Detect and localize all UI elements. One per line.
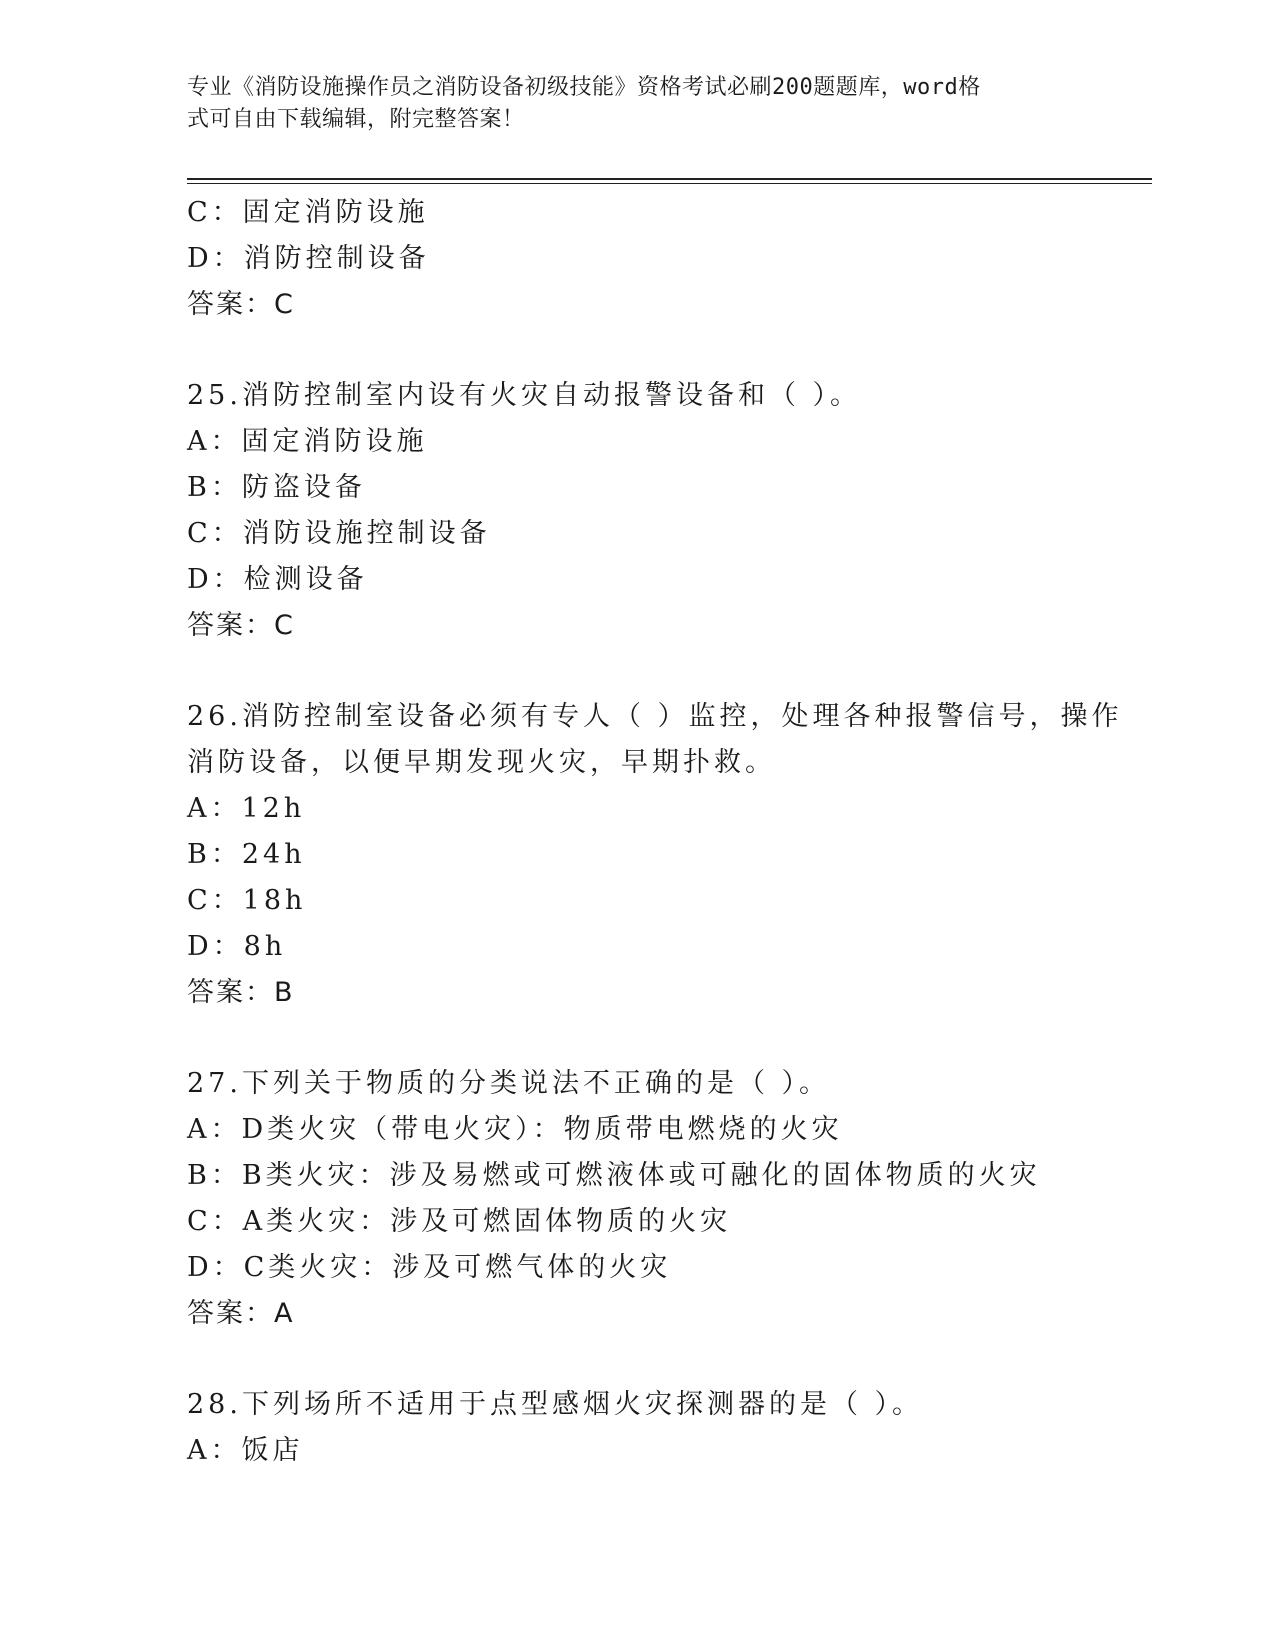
header-line-2: 式可自由下载编辑，附完整答案！ <box>187 107 525 132</box>
question-stem-continued: 消防设备，以便早期发现火灾，早期扑救。 <box>187 747 776 778</box>
answer: 答案：C <box>187 610 295 641</box>
option-d: D：8h <box>187 931 287 962</box>
header-rule-thick <box>187 178 1152 180</box>
question-25 <box>187 373 1087 649</box>
header-rule-thin <box>187 183 1152 184</box>
option-a: A：饭店 <box>187 1435 304 1466</box>
question-stem: 25.消防控制室内设有火灾自动报警设备和（ ）。 <box>187 380 862 411</box>
answer: 答案：C <box>187 289 295 320</box>
question-list <box>187 190 1123 1474</box>
question-27 <box>187 1061 1087 1337</box>
header-line-1: 专业《消防设施操作员之消防设备初级技能》资格考试必刷200题题库，word格 <box>187 75 981 100</box>
option-b: B：B类火灾：涉及易燃或可燃液体或可融化的固体物质的火灾 <box>187 1160 1041 1191</box>
option-c: C：18h <box>187 885 307 916</box>
option-a: A：固定消防设施 <box>187 426 428 457</box>
option-c: C：消防设施控制设备 <box>187 518 491 549</box>
document-header <box>187 72 1067 136</box>
question-stem: 27.下列关于物质的分类说法不正确的是（ ）。 <box>187 1068 831 1099</box>
option-c: C：固定消防设施 <box>187 197 429 228</box>
question-stem: 28.下列场所不适用于点型感烟火灾探测器的是（ ）。 <box>187 1389 924 1420</box>
option-c: C：A类火灾：涉及可燃固体物质的火灾 <box>187 1206 732 1237</box>
question-28 <box>187 1382 1087 1474</box>
option-b: B：防盗设备 <box>187 472 366 503</box>
option-b: B：24h <box>187 839 306 870</box>
answer: 答案：B <box>187 977 295 1008</box>
question-24 <box>187 190 1087 328</box>
option-d: D：消防控制设备 <box>187 243 430 274</box>
answer: 答案：A <box>187 1298 295 1329</box>
option-d: D：C类火灾：涉及可燃气体的火灾 <box>187 1252 672 1283</box>
option-a: A：12h <box>187 793 306 824</box>
option-a: A：D类火灾（带电火灾）：物质带电燃烧的火灾 <box>187 1114 843 1145</box>
question-26 <box>187 694 1123 1016</box>
option-d: D：检测设备 <box>187 564 368 595</box>
question-stem: 26.消防控制室设备必须有专人（ ）监控，处理各种报警信号，操作 <box>187 701 1123 732</box>
